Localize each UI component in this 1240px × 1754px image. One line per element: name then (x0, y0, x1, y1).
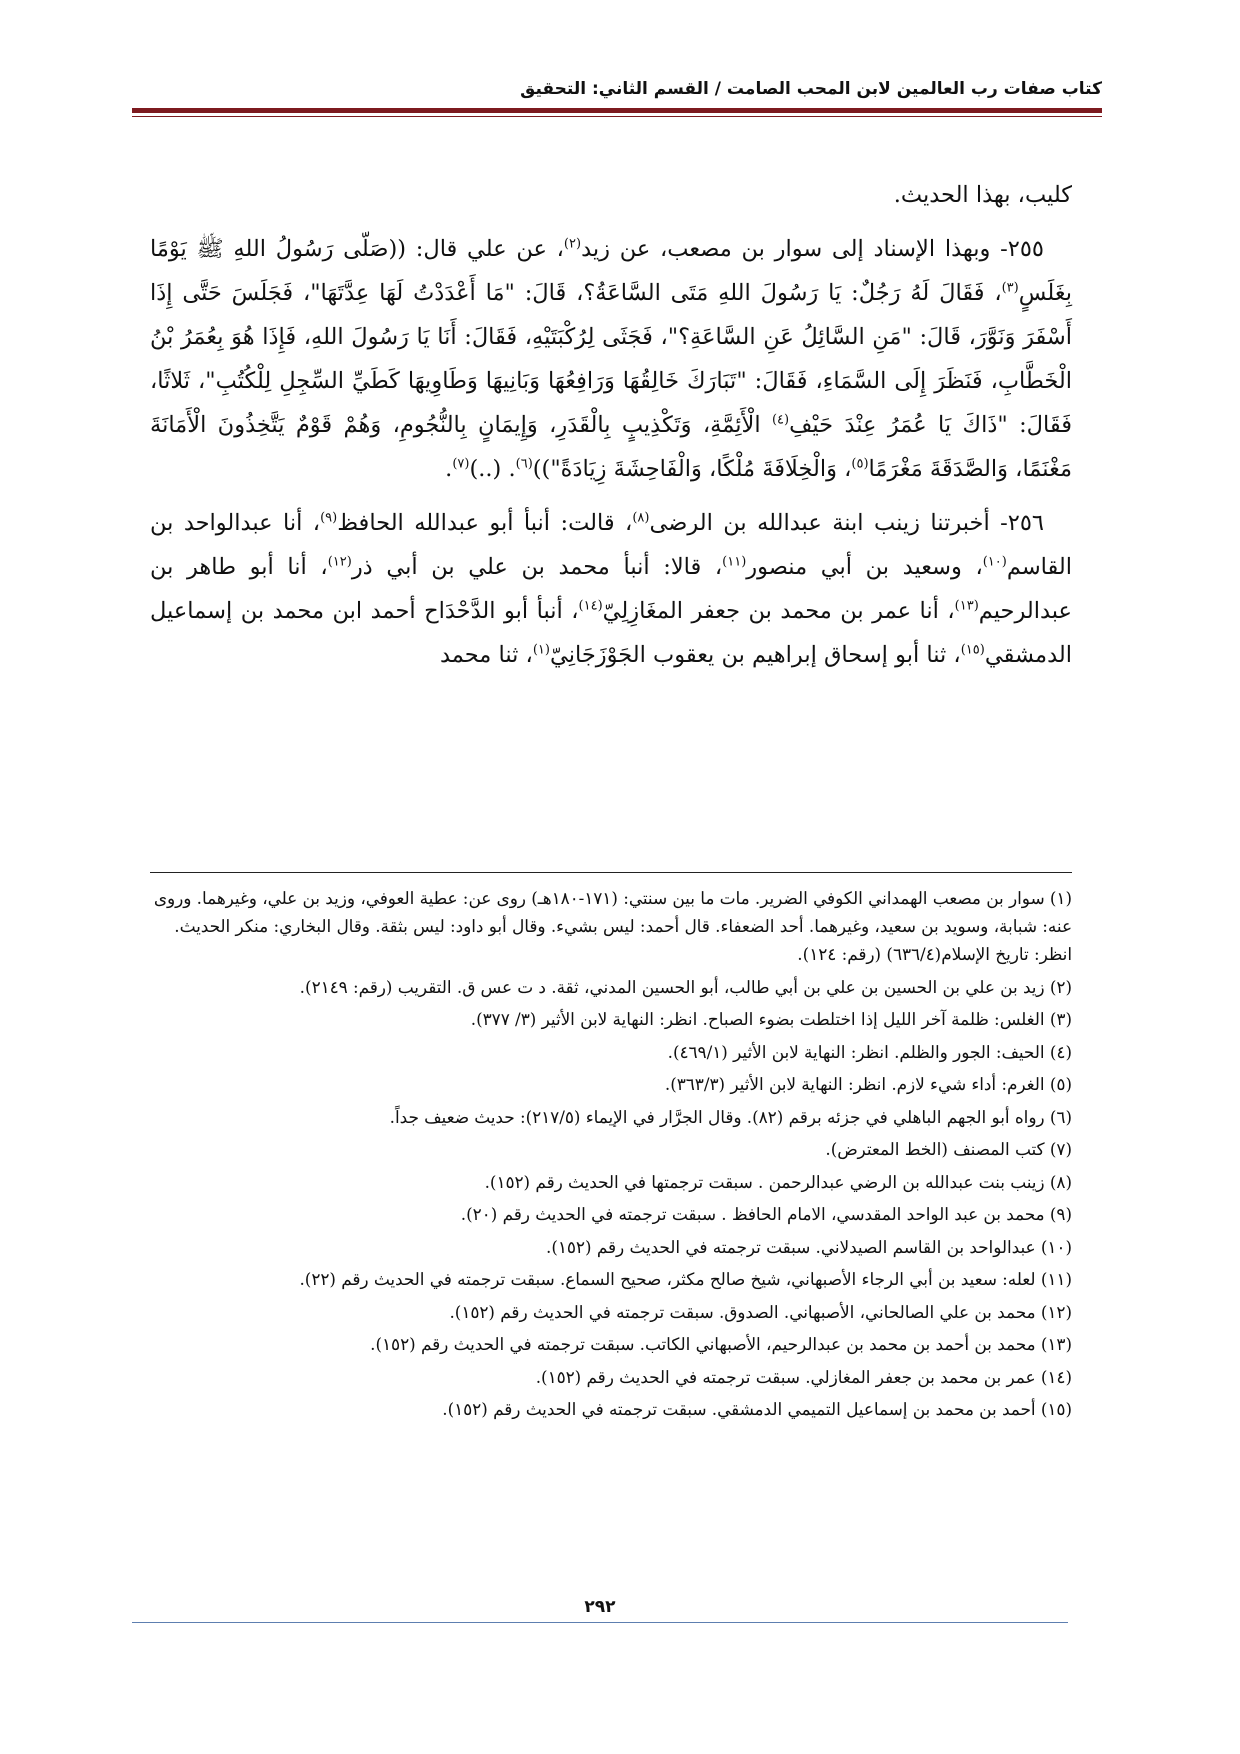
text-run: ٢٥٥- وبهذا الإسناد إلى سوار بن مصعب، عن زيد (581, 236, 1044, 262)
footnote-15: (١٥) أحمد بن محمد بن إسماعيل التميمي الدمشقي. سبقت ترجمته في الحديث رقم (١٥٢). (442, 1399, 1072, 1419)
footnote-ref: (١٣) (954, 598, 979, 614)
page-number: ٢٩٢ (572, 1596, 627, 1618)
text-run: ٢٥٦- أخبرتنا زينب ابنة عبدالله بن الرضى (649, 510, 1045, 536)
hadith-256 (150, 501, 1072, 677)
text-run: ، وَالْخِلَافَةَ مُلْكًا، وَالْفَاحِشَةَ زِيَادَةً")) (532, 456, 852, 482)
footnote-ref: (٩) (320, 510, 338, 526)
text-run: ، قالت: أنبأ أبو عبدالله الحافظ (337, 510, 633, 536)
footer-rule (132, 1622, 1068, 1623)
footnote-6: (٦) رواه أبو الجهم الباهلي في جزئه برقم (٨٢). وقال الجرَّار في الإيماء (٢١٧/٥): حديث ضعيف جداً. (389, 1106, 1072, 1127)
footnote-5: (٥) الغرم: أداء شيء لازم. انظر: النهاية لابن الأثير (٣٦٣/٣). (664, 1074, 1072, 1094)
footnote-ref: (١٠) (982, 554, 1007, 570)
text-run: ، قالا: أنبأ محمد بن علي بن أبي ذر (351, 554, 723, 580)
footnote-separator (150, 872, 1072, 873)
footnote-ref: (٥) (851, 456, 869, 472)
footnote-ref: (١٤) (578, 598, 603, 614)
footnote-ref: (١٢) (327, 554, 352, 570)
footnote-ref: (١) (532, 642, 550, 658)
main-text (150, 173, 1072, 687)
text-run: ، عن علي قال: ((صَلّى رَسُولُ اللهِ ﷺ يَوْمًا بِغَلَسٍ (150, 236, 1072, 306)
footnote-7: (٧) كتب المصنف (الخط المعترض). (825, 1139, 1072, 1159)
footnote-13: (١٣) محمد بن أحمد بن محمد بن عبدالرحيم، الأصبهاني الكاتب. سبقت ترجمته في الحديث رقم (١٥٢). (370, 1334, 1072, 1354)
footnote-3: (٣) الغلس: ظلمة آخر الليل إذا اختلطت بضوء الصباح. انظر: النهاية لابن الأثير (٣/ ٣٧٧). (470, 1009, 1072, 1029)
text-run: ، أنبأ أبو الدَّحْدَاح أحمد ابن محمد بن إسماعيل الدمشقي (150, 598, 1072, 668)
text-run: . (445, 456, 453, 482)
text-run: . (..) (469, 456, 516, 482)
footnote-8: (٨) زينب بنت عبدالله بن الرضي عبدالرحمن . سبقت ترجمتها في الحديث رقم (١٥٢). (484, 1171, 1072, 1192)
footnote-ref: (١٥) (960, 642, 985, 658)
page-footer (132, 1596, 1068, 1618)
paragraph-continuation: كليب، بهذا الحديث. (893, 182, 1072, 208)
text-run: ، أنا عبدالواحد بن القاسم (150, 510, 1073, 580)
footnote-9: (٩) محمد بن عبد الواحد المقدسي، الامام الحافظ . سبقت ترجمته في الحديث رقم (٢٠). (460, 1204, 1072, 1224)
footnote-ref: (٧) (452, 456, 470, 472)
footnote-ref: (٦) (515, 456, 533, 472)
text-run: ، فَقَالَ لَهُ رَجُلٌ: يَا رَسُولَ اللهِ مَتَى السَّاعَةُ؟، قَالَ: "مَا أَعْدَدْتُ لَهَا عِدَّتَهَا"، فَجَلَسَ حَتَّى إِذَا أَسْفَرَ وَنَوَّرَ، قَالَ: "مَنِ السَّائِلُ عَنِ السَّاعَةِ؟"، فَجَثَى لِرُكْبَتَيْهِ، فَقَالَ: أَنَا يَا رَسُولَ اللهِ، فَإِذَا هُوَ بِعُمَرُ بْنُ الْخَطَّابِ، فَنَظَرَ إِلَى السَّمَاءِ، فَقَالَ: "تَبَارَكَ خَالِقُهَا وَرَافِعُهَا وَبَانِيهَا وَطَاوِيهَا كَطَيِّ السِّجِلِ لِلْكُتُبِ"، ثَلاثًا، فَقَالَ: "ذَاكَ يَا عُمَرُ عِنْدَ حَيْفِ (150, 280, 1072, 438)
text-run: ، ثنا محمد (439, 642, 533, 668)
text-run: ، وسعيد بن أبي منصور (746, 554, 983, 580)
header-rule-thick (132, 108, 1102, 113)
footnote-ref: (٤) (771, 412, 790, 428)
header-rule-thin (132, 116, 1102, 117)
footnote-ref: (٢) (563, 236, 582, 252)
footnote-11: (١١) لعله: سعيد بن أبي الرجاء الأصبهاني، شيخ صالح مكثر، صحيح السماع. سبقت ترجمته في الحديث رقم (٢٢). (299, 1269, 1072, 1289)
text-run: ، أنا أبو طاهر بن عبدالرحيم (150, 554, 1072, 624)
footnote-14: (١٤) عمر بن محمد بن جعفر المغازلي. سبقت ترجمته في الحديث رقم (١٥٢). (535, 1366, 1072, 1387)
hadith-255 (150, 227, 1072, 491)
footnote-ref: (٣) (1001, 280, 1019, 296)
footnote-ref: (١١) (722, 554, 747, 570)
book-title: كتاب صفات رب العالمين لابن المحب الصامت / القسم الثاني: التحقيق (520, 79, 1102, 99)
footnotes (150, 884, 1072, 1428)
footnote-1: (١) سوار بن مصعب الهمداني الكوفي الضرير. مات ما بين سنتي: (١٧١-١٨٠هـ) روى عن: عطية العوفي، وزيد بن علي، وغيرهما. وروى عنه: شبابة، وسويد بن سعيد، وغيرهما. أحد الضعفاء. قال أحمد: ليس بشيء. وقال أبو داود: ليس بثقة. وقال البخاري: منكر الحديث. انظر: تاريخ الإسلام(٦٣٦/٤) (رقم: ١٢٤). (153, 888, 1072, 964)
footnote-ref: (٨) (632, 510, 650, 526)
footnote-12: (١٢) محمد بن علي الصالحاني، الأصبهاني. الصدوق. سبقت ترجمته في الحديث رقم (١٥٢). (449, 1301, 1072, 1322)
text-run: الْأَئِمَّةِ، وَتَكْذِيبٍ بِالْقَدَرِ، وَإِيمَانٍ بِالنُّجُومِ، وَهُمْ قَوْمٌ يَتَّخِذُونَ الْأَمَانَةَ مَغْنَمًا، وَالصَّدَقَةَ مَغْرَمًا (150, 412, 1072, 482)
footnote-2: (٢) زيد بن علي بن الحسين بن علي بن أبي طالب، أبو الحسين المدني، ثقة. د ت عس ق. التقريب (رقم: ٢١٤٩). (299, 976, 1072, 997)
running-header (132, 74, 1102, 117)
text-run: ، ثنا أبو إسحاق إبراهيم بن يعقوب الجَوْزَجَانِيّ (549, 642, 961, 668)
footnote-10: (١٠) عبدالواحد بن القاسم الصيدلاني. سبقت ترجمته في الحديث رقم (١٥٢). (546, 1236, 1072, 1257)
text-run: ، أنا عمر بن محمد بن جعفر المغَازِلِيّ (602, 598, 955, 624)
footnote-4: (٤) الحيف: الجور والظلم. انظر: النهاية لابن الأثير (٤٦٩/١). (667, 1041, 1072, 1062)
